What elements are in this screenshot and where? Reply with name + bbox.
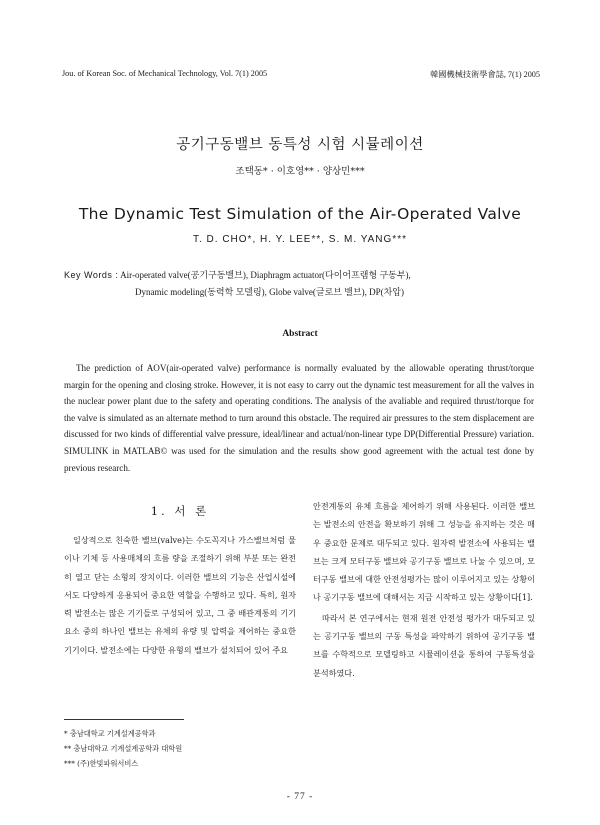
intro-left-column: 일상적으로 친숙한 밸브(valve)는 수도꼭지나 가스밸브처럼 물이나 기체 등 사용매체의 흐름 량을 조절하기 위해 부분 또는 완전히 열고 닫는 소형의 장치이다. 이러한 밸브의 기능은 산업시설에서도 다양하게 응용되어 중요한 역할을 수행하고 있다. 특히, 원자력 발전소는 많은 기기들로 구성되어 있고, 그 중 배관계통의 기기요소 중의 하나인 밸브는 유체의 유량 및 압력을 제어하는 중요한 기기이다. 발전소에는 다양한 유형의 밸브가 설치되어 있어 주요: [64, 535, 296, 655]
keywords-line-1: [64, 267, 544, 284]
korean-authors: 조택동* · 이호영** · 양상민***: [235, 166, 365, 177]
intro-right-paragraph-1: 안전계통의 유체 흐름을 제어하기 위해 사용된다. 이러한 밸브는 발전소의 안전을 확보하기 위해 그 성능을 유지하는 것은 매우 중요한 문제로 대두되고 있다. 원자력 발전소에 사용되는 밸브는 크게 모터구동 밸브와 공기구동 밸브로 나눌 수 있으며, 모터구동 밸브에 대한 안전성평가는 많이 이루어지고 있는 상황이나 공기구동 밸브에 대해서는 지금 시작하고 있는 상황이다[1].: [313, 501, 535, 603]
keywords-text-1: Air-operated valve(공기구동밸브), Diaphragm actuator(다이어프램형 구동부),: [120, 270, 411, 280]
journal-header-left: Jou. of Korean Soc. of Mechanical Technology, Vol. 7(1) 2005: [62, 69, 268, 78]
journal-header-right: 韓國機械技術學會誌, 7(1) 2005: [430, 70, 540, 79]
english-title: The Dynamic Test Simulation of the Air-Operated Valve: [78, 205, 522, 223]
page-number: - 77 -: [286, 792, 314, 802]
abstract-heading: Abstract: [282, 329, 318, 339]
keywords-label: Key Words :: [64, 270, 119, 280]
keywords-block: [64, 267, 544, 301]
english-authors: T. D. CHO*, H. Y. LEE**, S. M. YANG***: [193, 234, 407, 245]
intro-right-column: [313, 497, 535, 682]
footnote-1: * 충남대학교 기계설계공학과: [64, 729, 156, 738]
footnote-3: *** (주)한빛파워서비스: [64, 759, 139, 768]
keywords-line-2: Dynamic modeling(동력학 모델링), Globe valve(글로브 밸브), DP(차압): [135, 287, 404, 297]
section-heading-introduction: 1. 서 론: [150, 504, 210, 518]
footnote-divider: [64, 719, 184, 720]
abstract-text: The prediction of AOV(air-operated valve) performance is normally evaluated by the allowable operating thrust/torque margin for the opening and closing stroke. However, it is not easy to carry out the dynamic test measurement for all the valves in the nuclear power plant due to the safety and operating conditions. The analysis of the avaliable and required thrust/torque for the valve is simulated as an alternate method to turn around this obstacle. The required air pressures to the stem displacement are discussed for two kinds of differential valve pressure, ideal/linear and actual/non-linear type DP(Differential Pressure) variation. SIMULINK in MATLAB© was used for the simulation and the results show good agreement with the actual test done by previous research.: [64, 363, 534, 473]
intro-right-paragraph-2: 따라서 본 연구에서는 현재 원전 안전성 평가가 대두되고 있는 공기구동 밸브의 구동 특성을 파악하기 위하여 공기구동 밸브를 수학적으로 모델링하고 시뮬레이션을 통하여 구동특성을 분석하였다.: [313, 612, 535, 678]
footnote-2: ** 충남대학교 기계설계공학과 대학원: [64, 744, 183, 753]
korean-title: 공기구동밸브 동특성 시험 시뮬레이션: [176, 137, 424, 153]
